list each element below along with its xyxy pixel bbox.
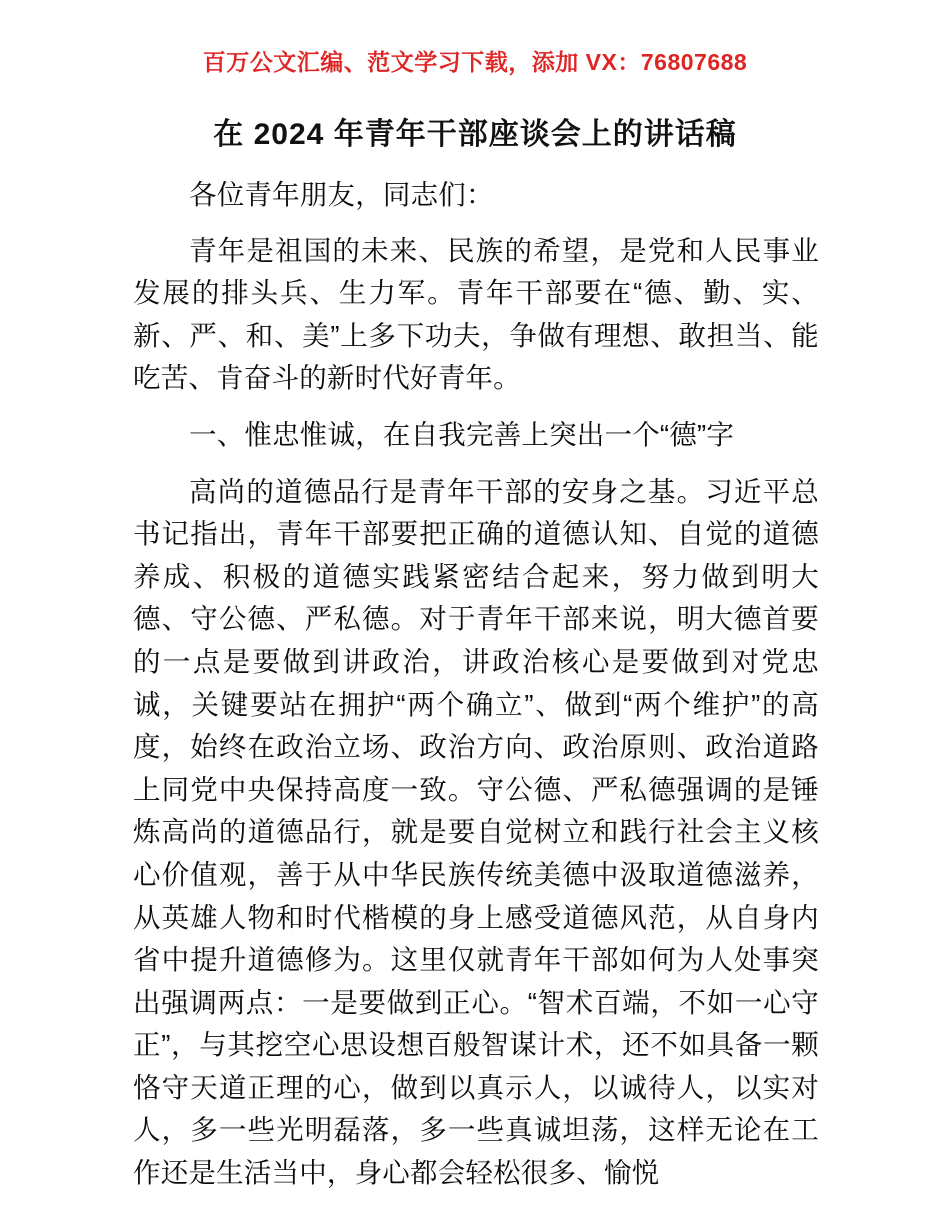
paragraph-spacer [133,400,819,414]
intro-paragraph: 青年是祖国的未来、民族的希望，是党和人民事业发展的排头兵、生力军。青年干部要在“德、勤、实、新、严、和、美”上多下功夫，争做有理想、敢担当、能吃苦、肯奋斗的新时代好青年。 [133,234,819,394]
promo-header-text: 百万公文汇编、范文学习下载，添加 VX：76807688 [202,49,748,75]
section-heading-1: 一、惟忠惟诚，在自我完善上突出一个“德”字 [189,418,735,450]
page-title: 在 2024 年青年干部座谈会上的讲话稿 [213,118,737,151]
salutation-paragraph: 各位青年朋友，同志们： [189,179,494,210]
paragraph-spacer [133,217,819,230]
section-1-body-paragraph: 高尚的道德品行是青年干部的安身之基。习近平总书记指出，青年干部要把正确的道德认知、自觉的道德养成、积极的道德实践紧密结合起来，努力做到明大德、守公德、严私德。对于青年干部来说，明大德首要的一点是要做到讲政治，讲政治核心是要做到对党忠诚，关键要站在拥护“两个确立”、做到“两个维护”的高度，始终在政治立场、政治方向、政治原则、政治道路上同党中央保持高度一致。守公德、严私德强调的是锤炼高尚的道德品行，就是要自觉树立和践行社会主义核心价值观，善于从中华民族传统美德中汲取道德滋养，从英雄人物和时代楷模的身上感受道德风范，从自身内省中提升道德修为。这里仅就青年干部如何为人处事突出强调两点：一是要做到正心。“智术百端，不如一心守正”，与其挖空心思设想百般智谋计术，还不如具备一颗恪守天道正理的心，做到以真示人，以诚待人，以实对人，多一些光明磊落，多一些真诚坦荡，这样无论在工作还是生活当中，身心都会轻松很多、愉悦 [133,475,819,1189]
document-body [133,174,819,1195]
paragraph-spacer [133,457,819,471]
